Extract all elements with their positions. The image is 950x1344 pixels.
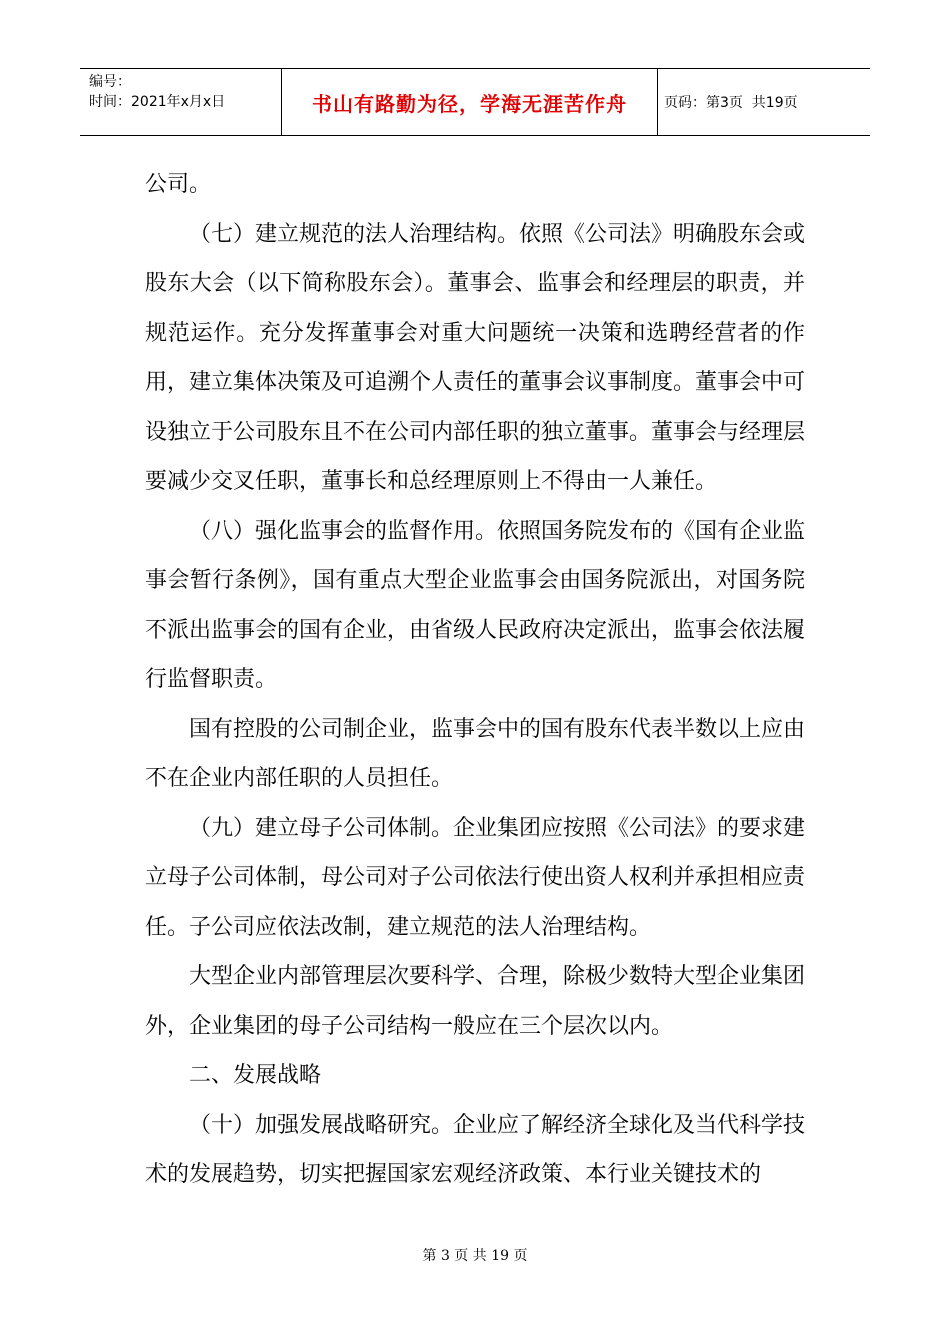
header-page-info-text: 页码：第3页 共19页 <box>664 95 798 111</box>
body-paragraph: 国有控股的公司制企业，监事会中的国有股东代表半数以上应由不在企业内部任职的人员担任。 <box>145 716 806 791</box>
body-paragraph: （七）建立规范的法人治理结构。依照《公司法》明确股东会或股东大会（以下简称股东会）。董事会、监事会和经理层的职责，并规范运作。充分发挥董事会对重大问题统一决策和选聘经营者的作用，建立集体决策及可追溯个人责任的董事会议事制度。董事会中可设独立于公司股东且不在公司内部任职的独立董事。董事会与经理层要减少交叉任职，董事长和总经理原则上不得由一人兼任。 <box>145 221 806 494</box>
body-paragraph: （九）建立母子公司体制。企业集团应按照《公司法》的要求建立母子公司体制，母公司对子公司依法行使出资人权利并承担相应责任。子公司应依法改制，建立规范的法人治理结构。 <box>145 815 806 940</box>
document-body <box>145 160 805 1200</box>
body-paragraph: 公司。 <box>145 172 212 197</box>
page-footer: 第 3 页 共 19 页 <box>422 1248 528 1264</box>
section-heading: 二、发展战略 <box>189 1063 322 1088</box>
header-meta <box>80 69 282 135</box>
header-motto: 书山有路勤为径，学海无涯苦作舟 <box>282 69 658 135</box>
page-header <box>80 68 870 136</box>
document-number-label: 编号： <box>89 74 131 90</box>
header-page-info <box>658 69 870 135</box>
body-paragraph: （十）加强发展战略研究。企业应了解经济全球化及当代科学技术的发展趋势，切实把握国家宏观经济政策、本行业关键技术的 <box>145 1112 806 1187</box>
body-paragraph: （八）强化监事会的监督作用。依照国务院发布的《国有企业监事会暂行条例》，国有重点大型企业监事会由国务院派出，对国务院不派出监事会的国有企业，由省级人民政府决定派出，监事会依法履行监督职责。 <box>145 518 806 692</box>
document-time-label: 时间：2021年x月x日 <box>89 94 226 110</box>
body-paragraph: 大型企业内部管理层次要科学、合理，除极少数特大型企业集团外，企业集团的母子公司结构一般应在三个层次以内。 <box>145 964 806 1039</box>
